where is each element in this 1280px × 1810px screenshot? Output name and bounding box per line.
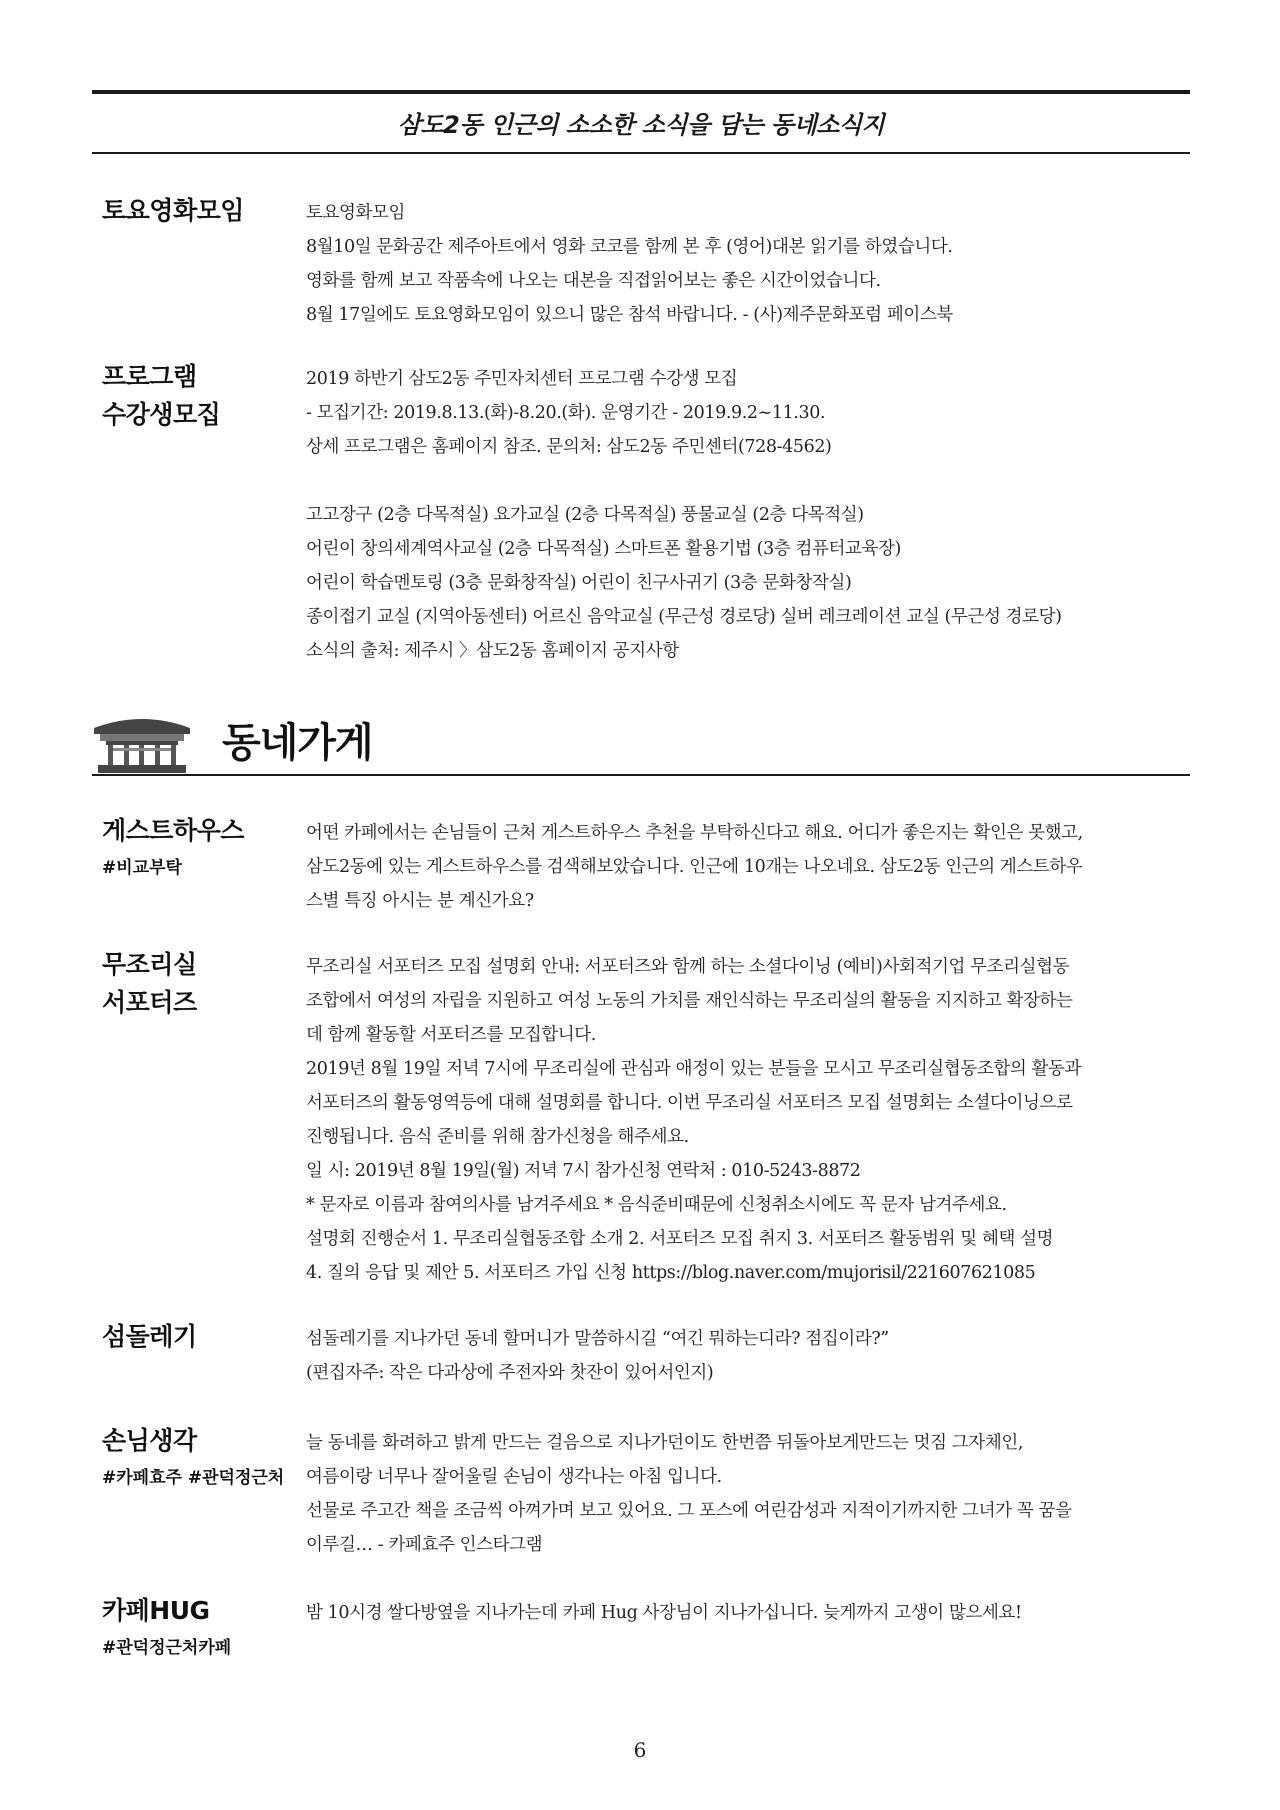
header-rule-top [92, 90, 1190, 94]
newsletter-header-title: 삼도2동 인근의 소소한 소식을 담는 동네소식지 [397, 111, 885, 139]
body-line: * 문자로 이름과 참여의사를 남겨주세요 * 음식준비때문에 신청취소시에도 꼭 문자 남겨주세요. [306, 1195, 1007, 1215]
body-line: 2019년 8월 19일 저녁 7시에 무조리실에 관심과 애정이 있는 분들을 모시고 무조리실협동조합의 활동과 [306, 1059, 1082, 1079]
entry-body [306, 1596, 1206, 1630]
section-heading [92, 712, 1190, 778]
body-line: 스별 특징 아시는 분 계신가요? [306, 891, 534, 911]
header-rule-bottom [92, 152, 1190, 154]
body-line: 영화를 함께 보고 작품속에 나오는 대본을 직접읽어보는 좋은 시간이었습니다. [306, 271, 881, 291]
body-line: (편집자주: 작은 다과상에 주전자와 찻잔이 있어서인지) [306, 1363, 714, 1383]
entry-label [102, 192, 302, 230]
entry-body [306, 1322, 1206, 1390]
body-line: 이루길… - 카페효주 인스타그램 [306, 1535, 543, 1555]
body-line: 고고장구 (2층 다목적실) 요가교실 (2층 다목적실) 풍물교실 (2층 다목적실) [306, 505, 864, 525]
entry-label-line: 게스트하우스 [102, 816, 244, 845]
body-line: 일 시: 2019년 8월 19일(월) 저녁 7시 참가신청 연락처 : 010-5243-8872 [306, 1161, 861, 1181]
body-line: 어린이 창의세계역사교실 (2층 다목적실) 스마트폰 활용기법 (3층 컴퓨터교육장) [306, 539, 901, 559]
entry-label [102, 1592, 302, 1666]
entry-label-line: 섬돌레기 [102, 1322, 197, 1351]
body-line: 무조리실 서포터즈 모집 설명회 안내: 서포터즈와 함께 하는 소셜다이닝 (예비)사회적기업 무조리실협동 [306, 957, 1070, 977]
entry-body [306, 196, 1206, 332]
body-line: 토요영화모임 [306, 203, 406, 223]
body-line: 상세 프로그램은 홈페이지 참조. 문의처: 삼도2동 주민센터(728-4562) [306, 437, 832, 457]
body-line: 설명회 진행순서 1. 무조리실협동조합 소개 2. 서포터즈 모집 취지 3. 서포터즈 활동범위 및 혜택 설명 [306, 1229, 1054, 1249]
body-line: 삼도2동에 있는 게스트하우스를 검색해보았습니다. 인근에 10개는 나오네요. 삼도2동 인근의 게스트하우 [306, 857, 1083, 877]
body-line: 소식의 출처: 제주시 〉삼도2동 홈페이지 공지사항 [306, 641, 679, 661]
body-line: 서포터즈의 활동영역등에 대해 설명회를 합니다. 이번 무조리실 서포터즈 모집 설명회는 소셜다이닝으로 [306, 1093, 1073, 1113]
entry-label-line: 프로그램 [102, 362, 197, 391]
paragraph-gap [306, 464, 1206, 498]
body-line: 종이접기 교실 (지역아동센터) 어르신 음악교실 (무근성 경로당) 실버 레크레이션 교실 (무근성 경로당) [306, 607, 1062, 627]
body-line: 2019 하반기 삼도2동 주민자치센터 프로그램 수강생 모집 [306, 369, 738, 389]
body-line: - 모집기간: 2019.8.13.(화)-8.20.(화). 운영기간 - 2019.9.2~11.30. [306, 403, 826, 423]
entry-label-line: 무조리실 [102, 950, 197, 979]
entry-label-line: 토요영화모임 [102, 196, 244, 225]
body-line: 진행됩니다. 음식 준비를 위해 참가신청을 해주세요. [306, 1127, 689, 1147]
entry-label [102, 358, 302, 434]
section-title: 동네가게 [222, 720, 373, 766]
entry-label-line: 서포터즈 [102, 988, 197, 1017]
entry-label [102, 812, 302, 886]
body-line: 여름이랑 너무나 잘어울릴 손님이 생각나는 아침 입니다. [306, 1467, 722, 1487]
traditional-house-icon [92, 714, 192, 774]
entry-body [306, 816, 1206, 918]
entry-label-line: 카페HUG [102, 1596, 210, 1625]
entry-label-line: 수강생모집 [102, 400, 221, 429]
body-line: 늘 동네를 화려하고 밝게 만드는 걸음으로 지나가던이도 한번쯤 뒤돌아보게만드는 멋짐 그자체인, [306, 1433, 1023, 1453]
entry-hashtag: #관덕정근처카페 [102, 1638, 232, 1658]
entry-hashtag: #카페효주 #관덕정근처 [102, 1468, 285, 1488]
body-line: 8월10일 문화공간 제주아트에서 영화 코코를 함께 본 후 (영어)대본 읽기를 하였습니다. [306, 237, 953, 257]
entry-body [306, 1426, 1206, 1562]
entry-label-line: 손님생각 [102, 1426, 197, 1455]
body-line: 4. 질의 응답 및 제안 5. 서포터즈 가입 신청 https://blog.naver.com/mujorisil/221607621085 [306, 1263, 1036, 1283]
entry-hashtag: #비교부탁 [102, 858, 182, 878]
body-line: 선물로 주고간 책을 조금씩 아껴가며 보고 있어요. 그 포스에 여린감성과 지적이기까지한 그녀가 꼭 꿈을 [306, 1501, 1072, 1521]
body-line: 어떤 카페에서는 손님들이 근처 게스트하우스 추천을 부탁하신다고 해요. 어디가 좋은지는 확인은 못했고, [306, 823, 1083, 843]
body-line: 조합에서 여성의 자립을 지원하고 여성 노동의 가치를 재인식하는 무조리실의 활동을 지지하고 확장하는 [306, 991, 1073, 1011]
entry-body [306, 950, 1206, 1290]
body-line: 섬돌레기를 지나가던 동네 할머니가 말씀하시길 “여긴 뭐하는디라? 점집이라?” [306, 1329, 889, 1349]
body-line: 어린이 학습멘토링 (3층 문화창작실) 어린이 친구사귀기 (3층 문화창작실) [306, 573, 852, 593]
section-rule [92, 774, 1190, 776]
body-line: 8월 17일에도 토요영화모임이 있으니 많은 참석 바랍니다. - (사)제주문화포럼 페이스북 [306, 305, 953, 325]
entry-body [306, 362, 1206, 668]
page-number: 6 [633, 1738, 647, 1762]
body-line: 데 함께 활동할 서포터즈를 모집합니다. [306, 1025, 596, 1045]
entry-label [102, 1422, 302, 1496]
entry-label [102, 1318, 302, 1356]
entry-label [102, 946, 302, 1022]
body-line: 밤 10시경 쌀다방옆을 지나가는데 카페 Hug 사장님이 지나가십니다. 늦게까지 고생이 많으세요! [306, 1603, 1022, 1623]
